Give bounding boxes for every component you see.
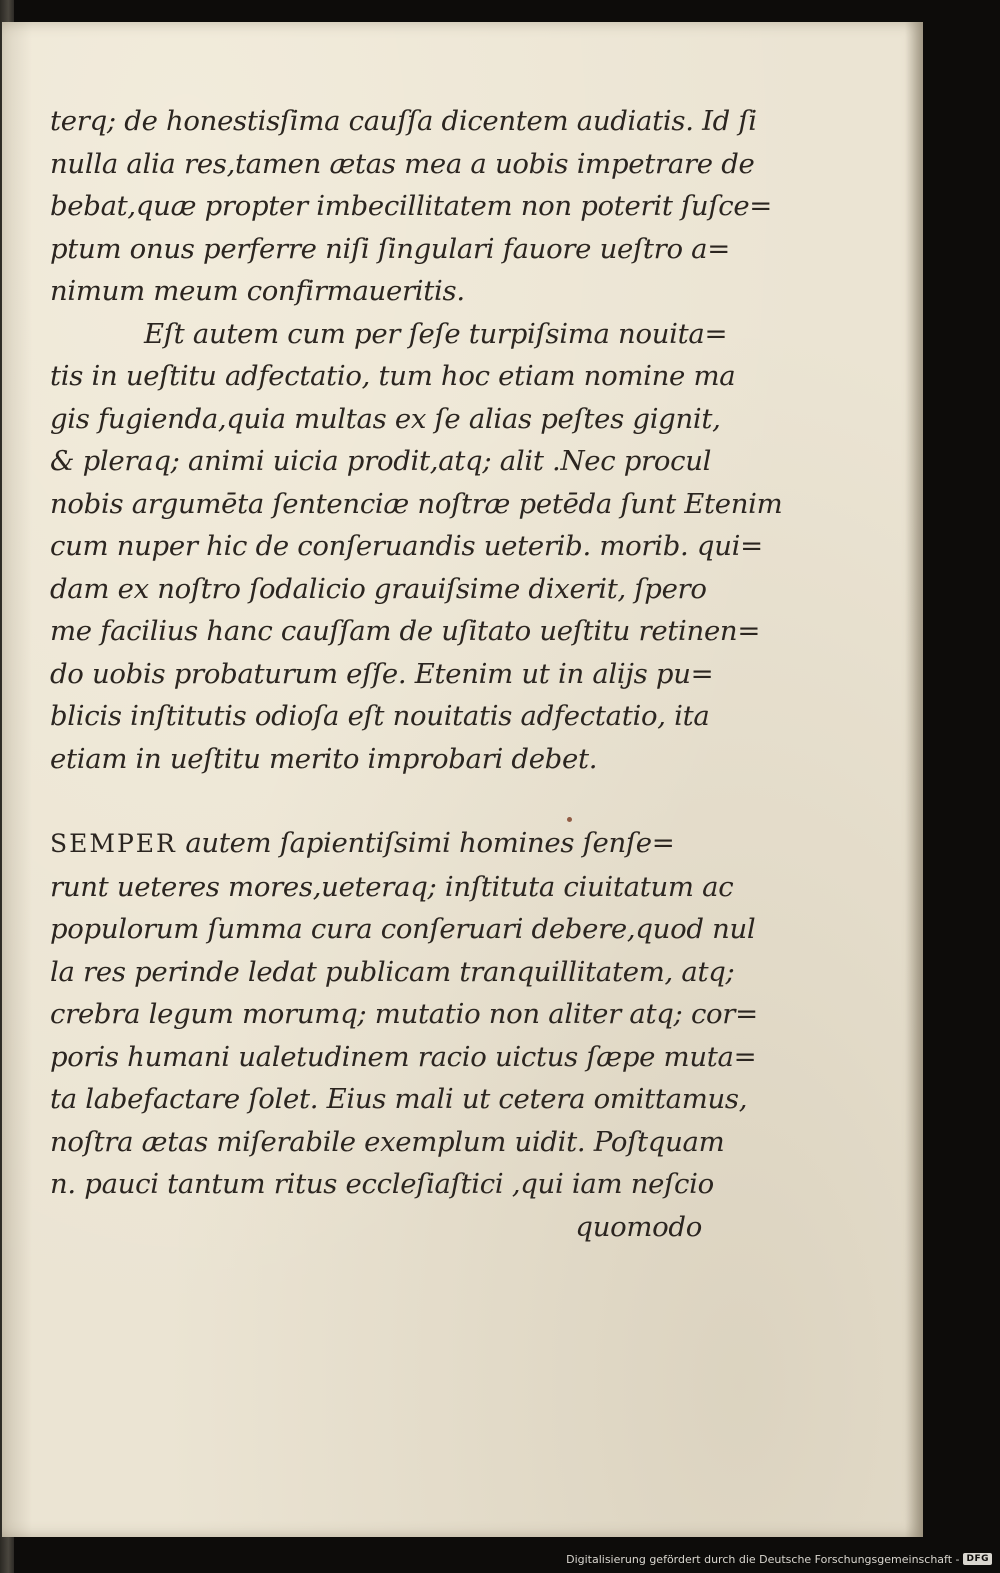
text-line: noſtra ætas miſerabile exemplum uidit. Poſtquam	[50, 1125, 725, 1158]
text-line: ptum onus perferre niſi ſingulari fauore ueſtro a=	[50, 232, 730, 265]
text-line: nimum meum confirmaueritis.	[50, 275, 465, 307]
text-line: & pleraq; animi uicia prodit,atq; alit .Nec procul	[50, 445, 712, 477]
paragraph-gap	[50, 780, 702, 822]
text-line: Eſt autem cum per ſeſe turpiſsima nouita=	[144, 317, 728, 350]
text-line: dam ex noſtro ſodalicio grauiſsime dixerit, ſpero	[50, 572, 707, 605]
dfg-logo-icon: DFG	[963, 1553, 992, 1565]
page-fold-shadow	[905, 22, 923, 1537]
text-line	[50, 822, 702, 866]
text-line: ta labefactare ſolet. Eius mali ut cetera omittamus,	[50, 1083, 748, 1115]
digitization-credit	[566, 1549, 992, 1569]
text-line: n. pauci tantum ritus eccleſiaſtici ,qui iam neſcio	[50, 1168, 714, 1200]
book-page	[2, 22, 923, 1537]
text-line: terq; de honestisſima cauſſa dicentem audiatis. Id ſi	[50, 105, 757, 137]
catchword: quomodo	[575, 1210, 702, 1243]
text-line: etiam in ueſtitu merito improbari debet.	[50, 742, 598, 775]
page-text-block	[50, 100, 783, 1248]
text-line: me facilius hanc cauſſam de uſitato ueſtitu retinen=	[50, 615, 761, 647]
text-line: bebat,quæ propter imbecillitatem non poterit ſuſce=	[50, 190, 773, 222]
text-line: nobis argumēta ſentenciæ noſtræ petēda ſunt Etenim	[50, 487, 783, 520]
text-line: gis fugienda,quia multas ex ſe alias peſtes gignit,	[50, 402, 721, 435]
text-line: nulla alia res,tamen ætas mea a uobis impetrare de	[50, 147, 755, 180]
text-line: cum nuper hic de conſeruandis ueterib. morib. qui=	[50, 530, 763, 562]
text-line: populorum ſumma cura conſeruari debere,quod nul	[50, 913, 756, 945]
text-line: do uobis probaturum eſſe. Etenim ut in alijs pu=	[50, 657, 714, 690]
initial-caps-word: SEMPER	[50, 829, 177, 858]
credit-text: Digitalisierung gefördert durch die Deutsche Forschungsgemeinschaft -	[566, 1552, 960, 1566]
paragraph-2	[50, 313, 783, 781]
text-line: tis in ueſtitu adfectatio, tum hoc etiam nomine ma	[50, 360, 736, 392]
text-line: runt ueteres mores,ueteraq; inſtituta ciuitatum ac	[50, 870, 734, 903]
text-line: la res perinde ledat publicam tranquillitatem, atq;	[50, 955, 735, 988]
paragraph-3	[50, 822, 758, 1206]
paragraph-1	[50, 100, 773, 313]
text-line-rest: autem ſapientiſsimi homines ſenſe=	[176, 827, 675, 859]
text-line: poris humani ualetudinem racio uictus ſæpe muta=	[50, 1040, 757, 1073]
text-line: crebra legum morumq; mutatio non aliter atq; cor=	[50, 998, 758, 1030]
text-line: blicis inſtitutis odioſa eſt nouitatis adfectatio, ita	[50, 700, 710, 732]
